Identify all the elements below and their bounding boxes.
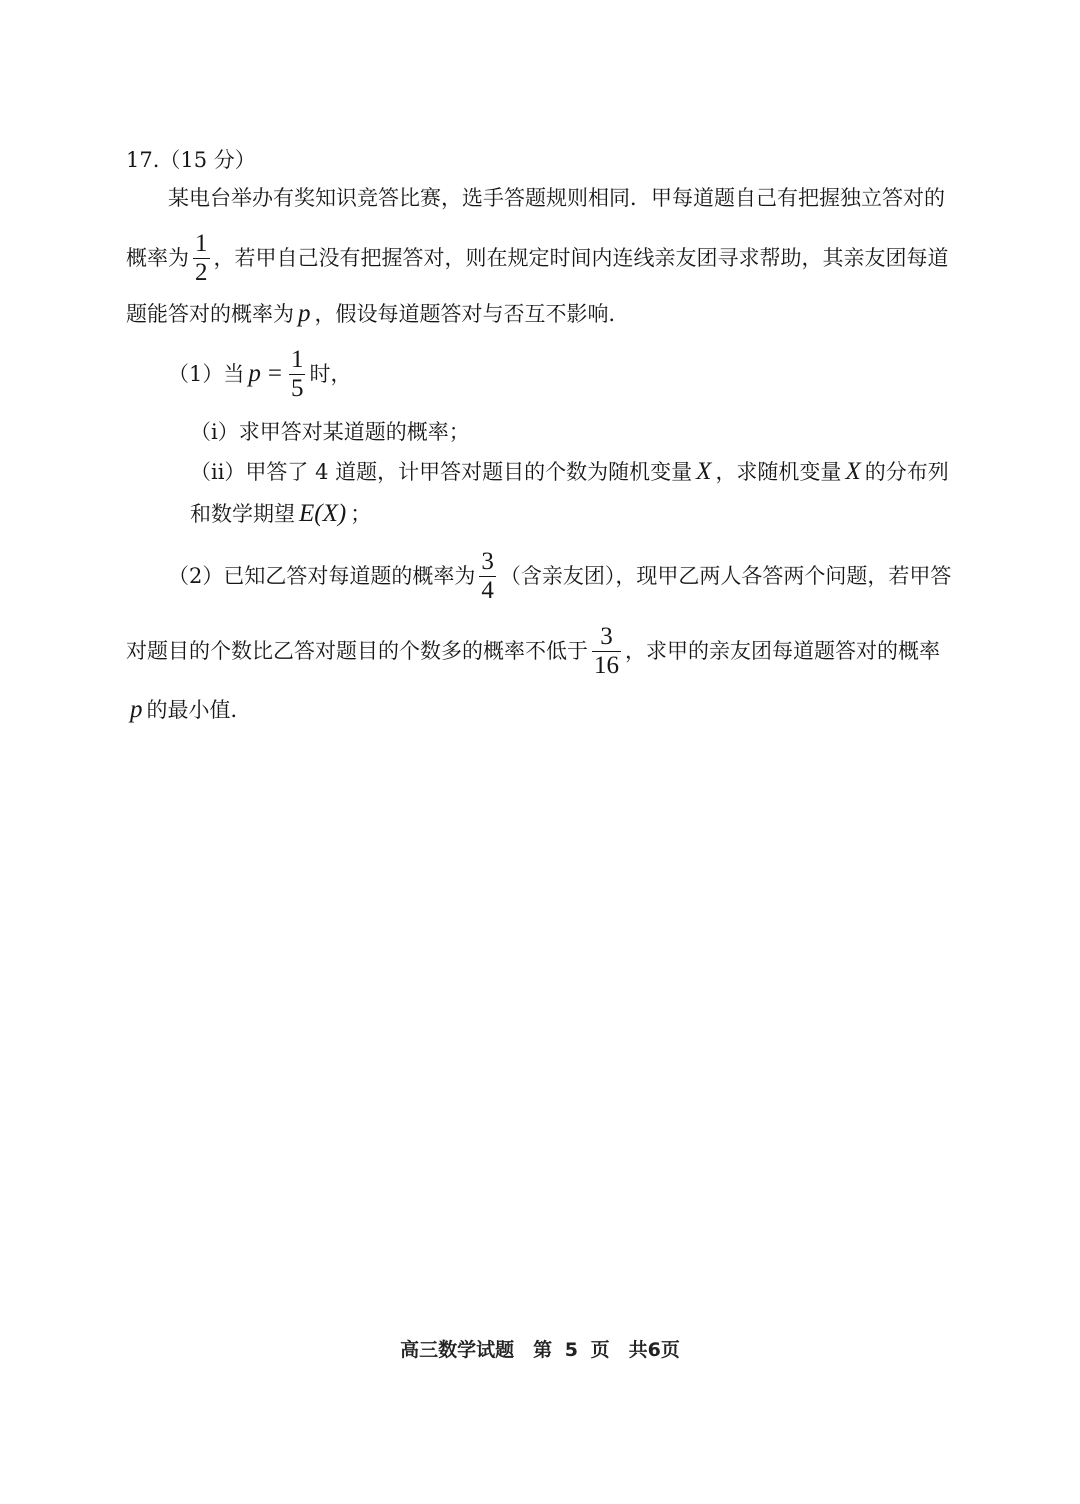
variable-p: p <box>248 360 261 387</box>
intro-text-1: 某电台举办有奖知识竞答比赛，选手答题规则相同．甲每道题自己有把握独立答对的 <box>168 186 945 210</box>
page-footer: 高三数学试题 第 5 页 共6页 <box>400 1339 680 1361</box>
intro-text-2b: ，若甲自己没有把握答对，则在规定时间内连线亲友团寻求帮助，其亲友团每道 <box>213 246 949 270</box>
part2-line-3 <box>126 696 252 724</box>
fraction-numerator: 3 <box>481 547 494 575</box>
fraction-three-sixteenths <box>592 623 621 680</box>
fraction-one-fifth <box>289 346 306 403</box>
subquestion-i <box>190 418 470 446</box>
subquestion-ii-text-a: （ii）甲答了 4 道题，计甲答对题目的个数为随机变量 <box>190 460 693 484</box>
intro-text-2a: 概率为 <box>126 246 189 270</box>
part2-text-b: 对题目的个数比乙答对题目的个数多的概率不低于 <box>126 639 588 663</box>
intro-line-2 <box>126 227 949 289</box>
intro-text-3b: ，假设每道题答对与否互不影响． <box>314 302 630 326</box>
equals-sign: = <box>267 360 282 387</box>
fraction-numerator: 1 <box>195 229 208 257</box>
fraction-denominator: 2 <box>195 258 208 286</box>
fraction-denominator: 5 <box>290 374 304 402</box>
intro-text-3a: 题能答对的概率为 <box>126 302 294 326</box>
part1-label: （1）当 <box>168 362 245 386</box>
variable-p: p <box>298 300 311 327</box>
subquestion-ii-text-c: 的分布列 <box>864 460 949 484</box>
part1-line <box>168 343 351 405</box>
subquestion-i-text: （i）求甲答对某道题的概率； <box>190 420 470 444</box>
fraction-denominator: 4 <box>481 576 494 604</box>
variable-x: X <box>696 458 712 485</box>
variable-x: X <box>845 458 861 485</box>
subquestion-ii-text-d: 和数学期望 <box>190 502 295 526</box>
part2-label: （2）已知乙答对每道题的概率为 <box>168 564 476 588</box>
fraction-numerator: 3 <box>600 622 613 650</box>
subquestion-ii-line-1 <box>190 458 949 486</box>
fraction-three-quarters <box>479 548 496 605</box>
intro-line-1 <box>168 184 945 212</box>
variable-p: p <box>130 696 143 723</box>
fraction-denominator: 16 <box>594 651 619 679</box>
subquestion-ii-text-b: ，求随机变量 <box>715 460 842 484</box>
expectation-ex: E(X) <box>299 500 347 527</box>
fraction-one-half <box>193 230 210 287</box>
part2-text-d: 的最小值． <box>146 698 252 722</box>
part2-text-c: ，求甲的亲友团每道题答对的概率 <box>625 639 940 663</box>
problem-header <box>126 146 256 174</box>
subquestion-ii-text-e: ； <box>350 502 372 526</box>
problem-score: （15 分） <box>159 148 256 172</box>
intro-line-3 <box>126 300 630 328</box>
fraction-numerator: 1 <box>290 345 304 373</box>
part2-line-2 <box>126 620 940 682</box>
subquestion-ii-line-2 <box>190 500 371 528</box>
part1-tail: 时， <box>309 362 352 386</box>
part2-line-1 <box>168 545 951 607</box>
problem-number: 17. <box>126 148 160 172</box>
part2-text-a: （含亲友团），现甲乙两人各答两个问题，若甲答 <box>499 564 952 588</box>
